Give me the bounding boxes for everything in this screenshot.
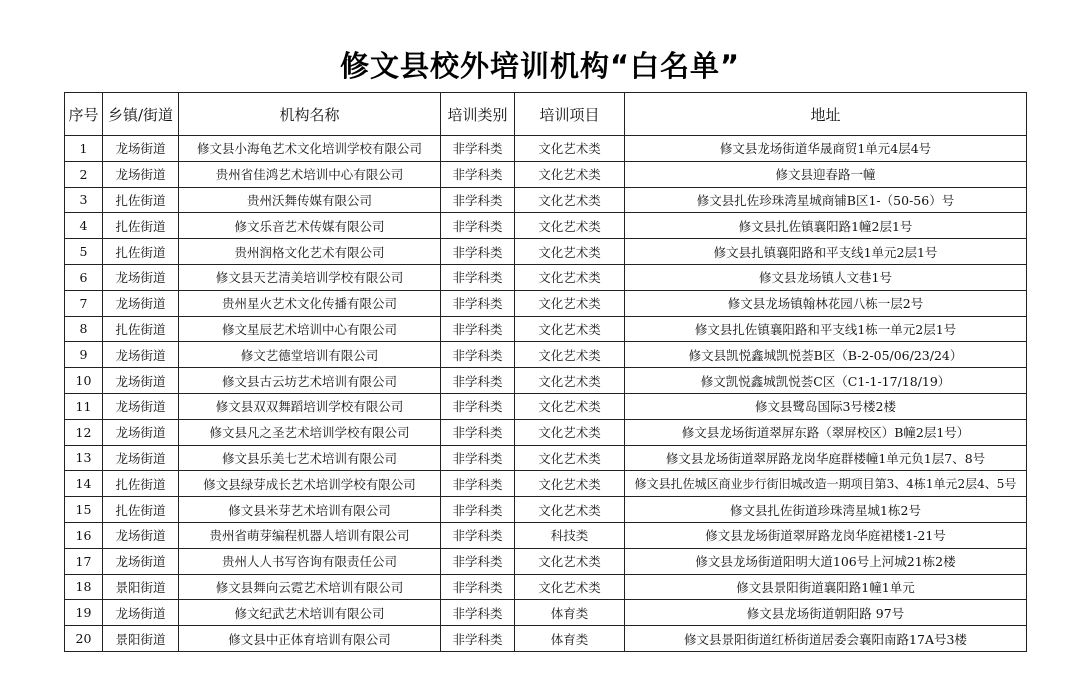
cell-org-name: 修文县天艺清美培训学校有限公司: [179, 264, 441, 290]
cell-index: 13: [65, 445, 103, 471]
cell-org-name: 修文县凡之圣艺术培训学校有限公司: [179, 419, 441, 445]
cell-address: 修文县龙场街道华晟商贸1单元4层4号: [625, 136, 1027, 162]
cell-street: 龙场街道: [103, 419, 179, 445]
cell-street: 龙场街道: [103, 264, 179, 290]
cell-address: 修文县扎佐城区商业步行街旧城改造一期项目第3、4栋1单元2层4、5号: [625, 471, 1027, 497]
header-org-name: 机构名称: [179, 93, 441, 136]
cell-street: 扎佐街道: [103, 187, 179, 213]
table-row: [65, 445, 1027, 471]
cell-address: 修文县龙场镇人文巷1号: [625, 264, 1027, 290]
cell-program: 文化艺术类: [515, 290, 625, 316]
header-index: 序号: [65, 93, 103, 136]
cell-program: 科技类: [515, 522, 625, 548]
table-row: [65, 548, 1027, 574]
table-row: [65, 239, 1027, 265]
cell-index: 9: [65, 342, 103, 368]
cell-program: 体育类: [515, 626, 625, 652]
cell-address: 修文凯悦鑫城凯悦荟C区（C1-1-17/18/19）: [625, 368, 1027, 394]
cell-program: 文化艺术类: [515, 316, 625, 342]
cell-street: 扎佐街道: [103, 213, 179, 239]
table-row: [65, 471, 1027, 497]
cell-category: 非学科类: [441, 419, 515, 445]
cell-index: 17: [65, 548, 103, 574]
cell-index: 4: [65, 213, 103, 239]
table-row: [65, 393, 1027, 419]
table-row: [65, 574, 1027, 600]
cell-org-name: 修文艺德堂培训有限公司: [179, 342, 441, 368]
cell-index: 16: [65, 522, 103, 548]
cell-program: 文化艺术类: [515, 264, 625, 290]
cell-program: 文化艺术类: [515, 548, 625, 574]
cell-street: 龙场街道: [103, 161, 179, 187]
header-address: 地址: [625, 93, 1027, 136]
cell-program: 文化艺术类: [515, 213, 625, 239]
cell-org-name: 修文县古云坊艺术培训有限公司: [179, 368, 441, 394]
cell-category: 非学科类: [441, 626, 515, 652]
cell-index: 5: [65, 239, 103, 265]
cell-street: 景阳街道: [103, 574, 179, 600]
cell-org-name: 贵州省佳鸿艺术培训中心有限公司: [179, 161, 441, 187]
cell-index: 7: [65, 290, 103, 316]
cell-street: 扎佐街道: [103, 471, 179, 497]
cell-category: 非学科类: [441, 342, 515, 368]
cell-program: 文化艺术类: [515, 574, 625, 600]
cell-street: 龙场街道: [103, 342, 179, 368]
cell-category: 非学科类: [441, 316, 515, 342]
cell-index: 14: [65, 471, 103, 497]
cell-street: 扎佐街道: [103, 239, 179, 265]
cell-address: 修文县扎佐珍珠湾星城商铺B区1-（50-56）号: [625, 187, 1027, 213]
cell-program: 文化艺术类: [515, 445, 625, 471]
table-row: [65, 213, 1027, 239]
cell-index: 12: [65, 419, 103, 445]
cell-program: 文化艺术类: [515, 419, 625, 445]
cell-category: 非学科类: [441, 445, 515, 471]
header-street: 乡镇/街道: [103, 93, 179, 136]
cell-org-name: 修文县米芽艺术培训有限公司: [179, 497, 441, 523]
cell-street: 龙场街道: [103, 522, 179, 548]
cell-street: 扎佐街道: [103, 497, 179, 523]
cell-category: 非学科类: [441, 187, 515, 213]
table-body: [65, 136, 1027, 652]
cell-program: 文化艺术类: [515, 342, 625, 368]
table-header-row: [65, 93, 1027, 136]
cell-category: 非学科类: [441, 136, 515, 162]
cell-org-name: 修文纪武艺术培训有限公司: [179, 600, 441, 626]
cell-index: 19: [65, 600, 103, 626]
cell-index: 15: [65, 497, 103, 523]
table-row: [65, 368, 1027, 394]
cell-address: 修文县景阳街道襄阳路1幢1单元: [625, 574, 1027, 600]
cell-program: 文化艺术类: [515, 239, 625, 265]
cell-category: 非学科类: [441, 161, 515, 187]
cell-street: 扎佐街道: [103, 316, 179, 342]
cell-org-name: 贵州省萌芽编程机器人培训有限公司: [179, 522, 441, 548]
cell-address: 修文县凯悦鑫城凯悦荟B区（B-2-05/06/23/24）: [625, 342, 1027, 368]
cell-address: 修文县龙场街道翠屏东路（翠屏校区）B幢2层1号）: [625, 419, 1027, 445]
cell-category: 非学科类: [441, 522, 515, 548]
table-row: [65, 264, 1027, 290]
cell-category: 非学科类: [441, 600, 515, 626]
cell-org-name: 贵州星火艺术文化传播有限公司: [179, 290, 441, 316]
table-row: [65, 316, 1027, 342]
cell-program: 体育类: [515, 600, 625, 626]
cell-index: 10: [65, 368, 103, 394]
cell-index: 3: [65, 187, 103, 213]
cell-category: 非学科类: [441, 368, 515, 394]
cell-address: 修文县鹭岛国际3号楼2楼: [625, 393, 1027, 419]
cell-category: 非学科类: [441, 264, 515, 290]
table-row: [65, 342, 1027, 368]
cell-street: 龙场街道: [103, 290, 179, 316]
cell-category: 非学科类: [441, 548, 515, 574]
cell-program: 文化艺术类: [515, 393, 625, 419]
cell-street: 景阳街道: [103, 626, 179, 652]
cell-category: 非学科类: [441, 213, 515, 239]
table-row: [65, 626, 1027, 652]
cell-org-name: 修文乐音艺术传媒有限公司: [179, 213, 441, 239]
cell-index: 18: [65, 574, 103, 600]
cell-org-name: 贵州润格文化艺术有限公司: [179, 239, 441, 265]
cell-program: 文化艺术类: [515, 471, 625, 497]
cell-program: 文化艺术类: [515, 136, 625, 162]
cell-org-name: 修文县乐美七艺术培训有限公司: [179, 445, 441, 471]
cell-address: 修文县迎春路一幢: [625, 161, 1027, 187]
table-row: [65, 419, 1027, 445]
cell-address: 修文县扎佐镇襄阳路1幢2层1号: [625, 213, 1027, 239]
cell-address: 修文县龙场街道翠屏路龙岗华庭群楼幢1单元负1层7、8号: [625, 445, 1027, 471]
cell-address: 修文县景阳街道红桥街道居委会襄阳南路17A号3楼: [625, 626, 1027, 652]
cell-program: 文化艺术类: [515, 497, 625, 523]
cell-index: 2: [65, 161, 103, 187]
whitelist-table: [64, 92, 1027, 652]
table-row: [65, 497, 1027, 523]
cell-org-name: 修文县绿芽成长艺术培训学校有限公司: [179, 471, 441, 497]
cell-index: 6: [65, 264, 103, 290]
table-row: [65, 290, 1027, 316]
cell-org-name: 修文县小海龟艺术文化培训学校有限公司: [179, 136, 441, 162]
cell-index: 1: [65, 136, 103, 162]
cell-program: 文化艺术类: [515, 368, 625, 394]
cell-org-name: 修文县舞向云霓艺术培训有限公司: [179, 574, 441, 600]
cell-address: 修文县扎佐镇襄阳路和平支线1栋一单元2层1号: [625, 316, 1027, 342]
cell-org-name: 贵州人人书写咨询有限责任公司: [179, 548, 441, 574]
cell-program: 文化艺术类: [515, 187, 625, 213]
table-row: [65, 600, 1027, 626]
cell-category: 非学科类: [441, 393, 515, 419]
cell-address: 修文县龙场街道翠屏路龙岗华庭裙楼1-21号: [625, 522, 1027, 548]
table-row: [65, 161, 1027, 187]
cell-address: 修文县扎镇襄阳路和平支线1单元2层1号: [625, 239, 1027, 265]
header-category: 培训类别: [441, 93, 515, 136]
cell-street: 龙场街道: [103, 368, 179, 394]
document-title: 修文县校外培训机构“白名单”: [339, 49, 741, 83]
cell-category: 非学科类: [441, 239, 515, 265]
cell-org-name: 修文县中正体育培训有限公司: [179, 626, 441, 652]
cell-address: 修文县扎佐街道珍珠湾星城1栋2号: [625, 497, 1027, 523]
cell-program: 文化艺术类: [515, 161, 625, 187]
cell-address: 修文县龙场街道朝阳路 97号: [625, 600, 1027, 626]
cell-org-name: 贵州沃舞传媒有限公司: [179, 187, 441, 213]
cell-street: 龙场街道: [103, 445, 179, 471]
cell-category: 非学科类: [441, 497, 515, 523]
cell-org-name: 修文县双双舞蹈培训学校有限公司: [179, 393, 441, 419]
cell-street: 龙场街道: [103, 600, 179, 626]
cell-street: 龙场街道: [103, 136, 179, 162]
cell-index: 11: [65, 393, 103, 419]
cell-index: 20: [65, 626, 103, 652]
table-row: [65, 522, 1027, 548]
cell-street: 龙场街道: [103, 393, 179, 419]
cell-category: 非学科类: [441, 290, 515, 316]
cell-address: 修文县龙场街道阳明大道106号上河城21栋2楼: [625, 548, 1027, 574]
table-row: [65, 136, 1027, 162]
header-program: 培训项目: [515, 93, 625, 136]
cell-org-name: 修文星辰艺术培训中心有限公司: [179, 316, 441, 342]
cell-category: 非学科类: [441, 574, 515, 600]
cell-index: 8: [65, 316, 103, 342]
cell-street: 龙场街道: [103, 548, 179, 574]
cell-address: 修文县龙场镇翰林花园八栋一层2号: [625, 290, 1027, 316]
cell-category: 非学科类: [441, 471, 515, 497]
table-row: [65, 187, 1027, 213]
